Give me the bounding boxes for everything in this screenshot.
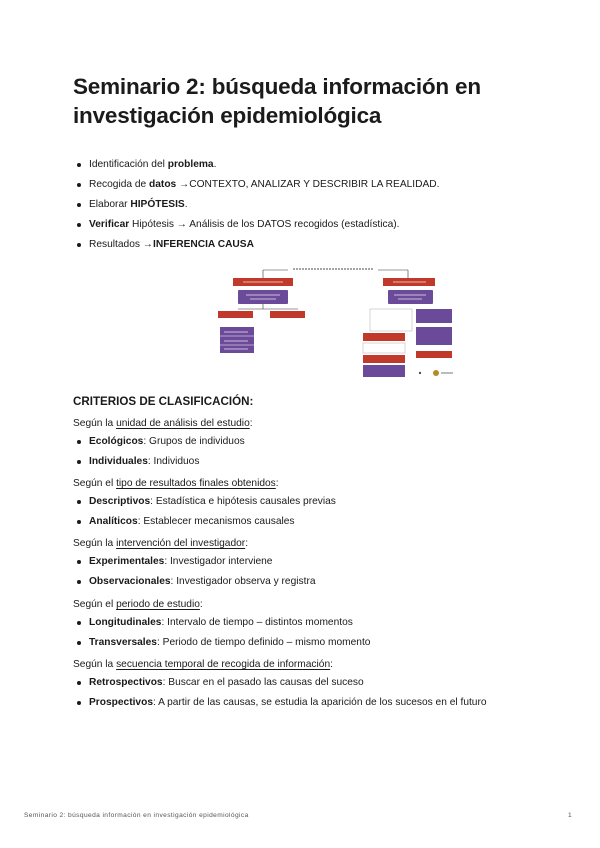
section-list xyxy=(73,616,370,656)
item-text: : Grupos de individuos xyxy=(143,436,245,447)
section-list xyxy=(73,495,336,535)
section-item xyxy=(73,636,370,649)
bullet-dot xyxy=(77,183,81,187)
item-text: . xyxy=(184,199,188,210)
bullet-dot xyxy=(77,243,81,247)
bullet-dot xyxy=(77,203,81,207)
bullet-dot xyxy=(77,641,81,645)
section-intro-text: Según la xyxy=(73,418,117,429)
item-text: : Investigador observa y registra xyxy=(170,576,316,587)
section-list xyxy=(73,555,316,595)
bullet-dot xyxy=(77,163,81,167)
item-text: : A partir de las causas, se estudia la aparición de los sucesos en el futuro xyxy=(152,697,487,708)
section-item xyxy=(73,616,370,629)
section-intro xyxy=(73,598,203,611)
bullet-dot xyxy=(77,621,81,625)
section-criterion-link: intervención del investigador xyxy=(116,538,246,549)
section-criterion-link: secuencia temporal de recogida de información xyxy=(116,659,331,670)
bullet-dot xyxy=(77,560,81,564)
bullet-dot xyxy=(77,440,81,444)
footer-title: Seminario 2: búsqueda información en investigación epidemiológica xyxy=(24,812,249,819)
section-intro-text: Según la xyxy=(73,538,117,549)
criteria-heading: CRITERIOS DE CLASIFICACIÓN: xyxy=(73,395,254,408)
section-criterion-link: periodo de estudio xyxy=(116,599,200,610)
study-types-diagram xyxy=(208,263,453,381)
section-item xyxy=(73,696,487,709)
item-text: : Establecer mecanismos causales xyxy=(137,516,295,527)
intro-item xyxy=(73,238,439,251)
item-keyword: Verificar xyxy=(89,219,130,230)
section-intro xyxy=(73,477,279,490)
item-text: Elaborar xyxy=(89,199,131,210)
bullet-dot xyxy=(77,460,81,464)
section-intro xyxy=(73,658,333,671)
section-intro-text: : xyxy=(199,599,203,610)
item-keyword: problema xyxy=(167,159,214,170)
section-item xyxy=(73,676,487,689)
intro-item xyxy=(73,218,439,231)
section-intro-text: : xyxy=(249,418,253,429)
section-criterion-link: tipo de resultados finales obtenidos xyxy=(116,478,276,489)
intro-item xyxy=(73,158,439,171)
item-text: Resultados → xyxy=(89,239,153,250)
item-keyword: Transversales xyxy=(89,637,157,648)
item-keyword: datos xyxy=(149,179,177,190)
section-item xyxy=(73,575,316,588)
item-keyword: Analíticos xyxy=(89,516,138,527)
section-intro-text: : xyxy=(245,538,249,549)
section-intro-text: Según el xyxy=(73,599,117,610)
section-item xyxy=(73,455,245,468)
item-text: . xyxy=(213,159,217,170)
section-intro xyxy=(73,417,253,430)
item-text: : Periodo de tiempo definido – mismo momento xyxy=(156,637,371,648)
section-intro-text: Según el xyxy=(73,478,117,489)
section-item xyxy=(73,435,245,448)
item-text: →CONTEXTO, ANALIZAR Y DESCRIBIR LA REALIDAD. xyxy=(176,179,440,190)
intro-item xyxy=(73,198,439,211)
section-criterion-link: unidad de análisis del estudio xyxy=(116,418,250,429)
section-intro-text: : xyxy=(330,659,333,670)
item-text: Hipótesis → Análisis de los DATOS recogidos (estadística). xyxy=(129,219,400,230)
item-keyword: Experimentales xyxy=(89,556,165,567)
section-intro-text: Según la xyxy=(73,659,117,670)
section-item xyxy=(73,495,336,508)
item-keyword: Individuales xyxy=(89,456,148,467)
bullet-dot xyxy=(77,580,81,584)
section-intro-text: : xyxy=(275,478,279,489)
item-text: Identificación del xyxy=(89,159,168,170)
item-keyword: Retrospectivos xyxy=(89,677,163,688)
item-keyword: Ecológicos xyxy=(89,436,144,447)
item-text: : Individuos xyxy=(147,456,200,467)
item-keyword: Longitudinales xyxy=(89,617,162,628)
bullet-dot xyxy=(77,681,81,685)
section-item xyxy=(73,515,336,528)
section-item xyxy=(73,555,316,568)
section-list xyxy=(73,676,487,716)
intro-item xyxy=(73,178,439,191)
item-text: Recogida de xyxy=(89,179,150,190)
bullet-dot xyxy=(77,500,81,504)
item-keyword: Descriptivos xyxy=(89,496,151,507)
intro-list xyxy=(73,158,439,258)
section-intro xyxy=(73,537,248,550)
item-text: : Estadística e hipótesis causales previas xyxy=(150,496,336,507)
bullet-dot xyxy=(77,223,81,227)
item-keyword: Prospectivos xyxy=(89,697,153,708)
section-list xyxy=(73,435,245,475)
bullet-dot xyxy=(77,701,81,705)
item-text: : Investigador interviene xyxy=(164,556,273,567)
page-title: Seminario 2: búsqueda información en investigación epidemiológica xyxy=(73,74,481,128)
item-keyword: Observacionales xyxy=(89,576,171,587)
item-text: : Intervalo de tiempo – distintos momentos xyxy=(161,617,353,628)
item-keyword: INFERENCIA CAUSA xyxy=(153,239,254,250)
item-keyword: HIPÓTESIS xyxy=(130,199,185,210)
page-number: 1 xyxy=(568,812,572,819)
bullet-dot xyxy=(77,520,81,524)
item-text: : Buscar en el pasado las causas del suceso xyxy=(162,677,364,688)
